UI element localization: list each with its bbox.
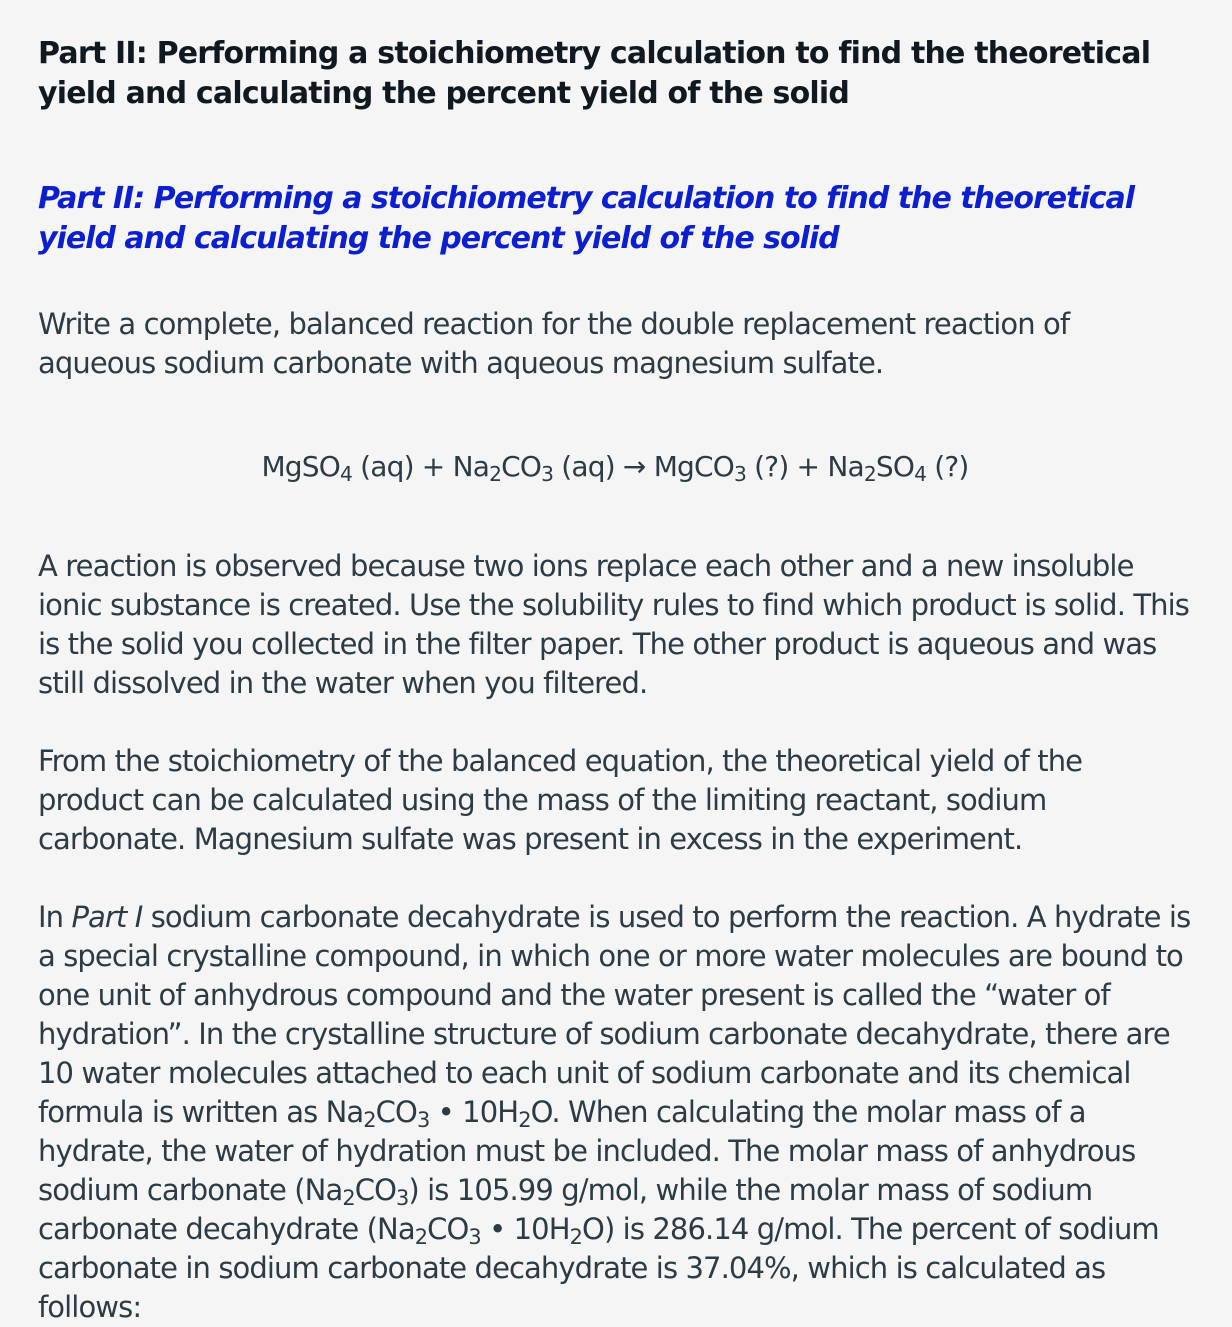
section-heading: Part II: Performing a stoichiometry calculation to find the theoretical yield and calculating the percent yield of the solid (38, 181, 1135, 256)
reactant-2-state: (aq) → (553, 450, 654, 483)
paragraph-stoichiometry: From the stoichiometry of the balanced equation, the theoretical yield of the product can be calculated using the mass of the limiting reactant, sodium carbonate. Magnesium sulfate was present in excess in the experiment. (38, 744, 1083, 856)
chemical-equation (38, 447, 1192, 487)
product-2: $Na_2SO_4$ (827, 450, 927, 487)
paragraph-hydrate: In Part I sodium carbonate decahydrate is used to perform the reaction. A hydrate is a special crystalline compound, in which one or more water molecules are bound to one unit of anhydrous compound and the water present is called the “water of hydration”. In the crystalline structure of sodium carbonate decahydrate, there are 10 water molecules attached to each unit of sodium carbonate and its chemical formula is written as $Na_2CO_3$ • $10H_2O$. When calculating the molar mass of a hydrate, the water of hydration must be included. The molar mass of anhydrous sodium carbonate $(Na_2CO_3)$ is 105.99 g/mol, while the molar mass of sodium carbonate decahydrate ($Na_2CO_3$ • $10H_2O$) is 286.14 g/mol. The percent of sodium carbonate in sodium carbonate decahydrate is 37.04%, which is calculated as follows: (38, 900, 1191, 1324)
product-2-state: (?) (926, 450, 969, 483)
page-title: Part II: Performing a stoichiometry calculation to find the theoretical yield and calculating the percent yield of the solid (38, 36, 1151, 111)
reactant-2: $Na_2CO_3$ (452, 450, 554, 487)
paragraph-solubility: A reaction is observed because two ions replace each other and a new insoluble ionic substance is created. Use the solubility rules to find which product is solid. This is the solid you collected in the filter paper. The other product is aqueous and was still dissolved in the water when you filtered. (38, 549, 1189, 700)
reactant-1: MgSO$_4$ (261, 450, 353, 487)
product-1: MgCO$_3$ (653, 450, 747, 487)
part-reference: Part I (71, 900, 143, 934)
paragraph-reaction-prompt: Write a complete, balanced reaction for the double replacement reaction of aqueous sodium carbonate with aqueous magnesium sulfate. (38, 307, 1070, 380)
product-1-state: (?) + (746, 450, 828, 483)
reactant-1-state: (aq) + (352, 450, 453, 483)
